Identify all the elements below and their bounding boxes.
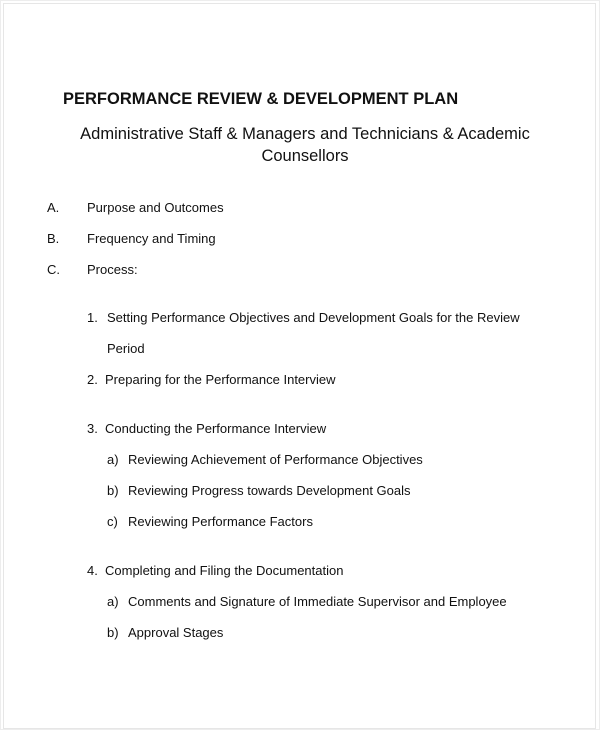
step-marker-1: 1. <box>87 310 98 325</box>
subtitle-line-2: Counsellors <box>261 147 349 165</box>
section-label-b: Frequency and Timing <box>87 231 216 246</box>
step-label-1: Setting Performance Objectives and Development Goals for the Review <box>107 310 520 325</box>
substep-marker-3a: a) <box>107 452 119 467</box>
step-label-2: Preparing for the Performance Interview <box>105 372 336 387</box>
substep-label-3c: Reviewing Performance Factors <box>128 514 313 529</box>
section-marker-b: B. <box>47 231 60 246</box>
section-label-c: Process: <box>87 262 138 277</box>
substep-label-3b: Reviewing Progress towards Development Goals <box>128 483 411 498</box>
step-label-3: Conducting the Performance Interview <box>105 421 327 436</box>
substep-marker-3b: b) <box>107 483 119 498</box>
step-label-4: Completing and Filing the Documentation <box>105 563 344 578</box>
step-marker-4: 4. <box>87 563 98 578</box>
section-label-a: Purpose and Outcomes <box>87 200 224 215</box>
section-marker-c: C. <box>47 262 60 277</box>
substep-label-4b: Approval Stages <box>128 625 224 640</box>
document-title: PERFORMANCE REVIEW & DEVELOPMENT PLAN <box>63 90 459 108</box>
substep-marker-4b: b) <box>107 625 119 640</box>
document-page <box>3 3 596 729</box>
step-marker-2: 2. <box>87 372 98 387</box>
substep-label-4a: Comments and Signature of Immediate Supervisor and Employee <box>128 594 507 609</box>
substep-label-3a: Reviewing Achievement of Performance Objectives <box>128 452 423 467</box>
subtitle-line-1: Administrative Staff & Managers and Technicians & Academic <box>80 125 530 143</box>
step-marker-3: 3. <box>87 421 98 436</box>
step-label-1-cont: Period <box>107 341 145 356</box>
substep-marker-4a: a) <box>107 594 119 609</box>
document-subtitle <box>40 123 570 167</box>
section-marker-a: A. <box>47 200 60 215</box>
substep-marker-3c: c) <box>107 514 118 529</box>
